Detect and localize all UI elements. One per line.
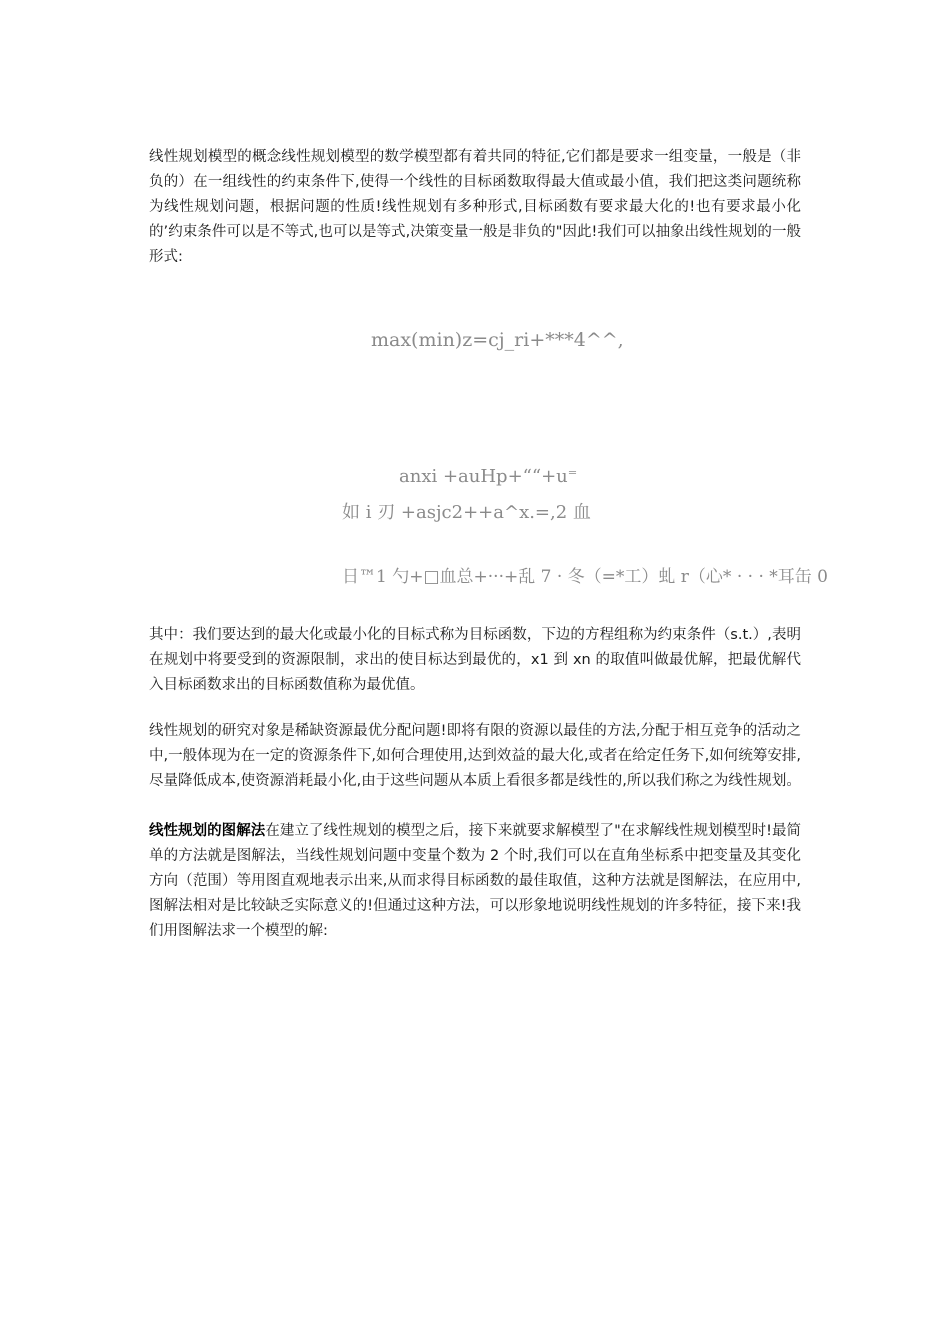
formula-constraint-line-3: 日™1 勺+□血总+···+乱 7 · 冬（=*工）虬 r（心* · · · *耳缶 0	[342, 567, 828, 587]
graphical-method-heading: 线性规划的图解法	[149, 823, 266, 839]
formula-constraint-line-2: 如 i 刃 +asjc2++a^x.=,2 血	[342, 502, 591, 523]
intro-paragraph: 线性规划模型的概念线性规划模型的数学模型都有着共同的特征,它们都是要求一组变量，一般是（非负的）在一组线性的约束条件下,使得一个线性的目标函数取得最大值或最小值，我们把这类问题统称为线性规划问题，根据问题的性质!线性规划有多种形式,目标函数有要求最大化的!也有要求最小化的’约束条件可以是不等式,也可以是等式,决策变量一般是非负的"因此!我们可以抽象出线性规划的一般形式:	[149, 149, 801, 265]
formula-objective: max(min)z=cj_ri+***4^^,	[371, 329, 624, 351]
explanation-paragraph: 其中：我们要达到的最大化或最小化的目标式称为目标函数，下边的方程组称为约束条件（s.t.）,表明在规划中将要受到的资源限制，求出的使目标达到最优的，x1 到 xn 的取值叫做最优解，把最优解代入目标函数求出的目标函数值称为最优值。	[149, 627, 801, 693]
graphical-method-paragraph	[149, 819, 801, 944]
research-paragraph: 线性规划的研究对象是稀缺资源最优分配问题!即将有限的资源以最佳的方法,分配于相互竞争的活动之中,一般体现为在一定的资源条件下,如何合理使用,达到效益的最大化,或者在给定任务下,如何统筹安排,尽量降低成本,使资源消耗最小化,由于这些问题从本质上看很多都是线性的,所以我们称之为线性规划。	[149, 723, 801, 789]
graphical-method-text: 在建立了线性规划的模型之后，接下来就要求解模型了"在求解线性规划模型时!最简单的方法就是图解法，当线性规划问题中变量个数为 2 个时,我们可以在直角坐标系中把变量及其变化方向（范围）等用图直观地表示出来,从而求得目标函数的最佳取值，这种方法就是图解法，在应用中,图解法相对是比较缺乏实际意义的!但通过这种方法，可以形象地说明线性规划的许多特征，接下来!我们用图解法求一个模型的解:	[149, 823, 802, 939]
formula-constraint-line-1: anxi +auHp+““+u⁼	[399, 466, 578, 487]
